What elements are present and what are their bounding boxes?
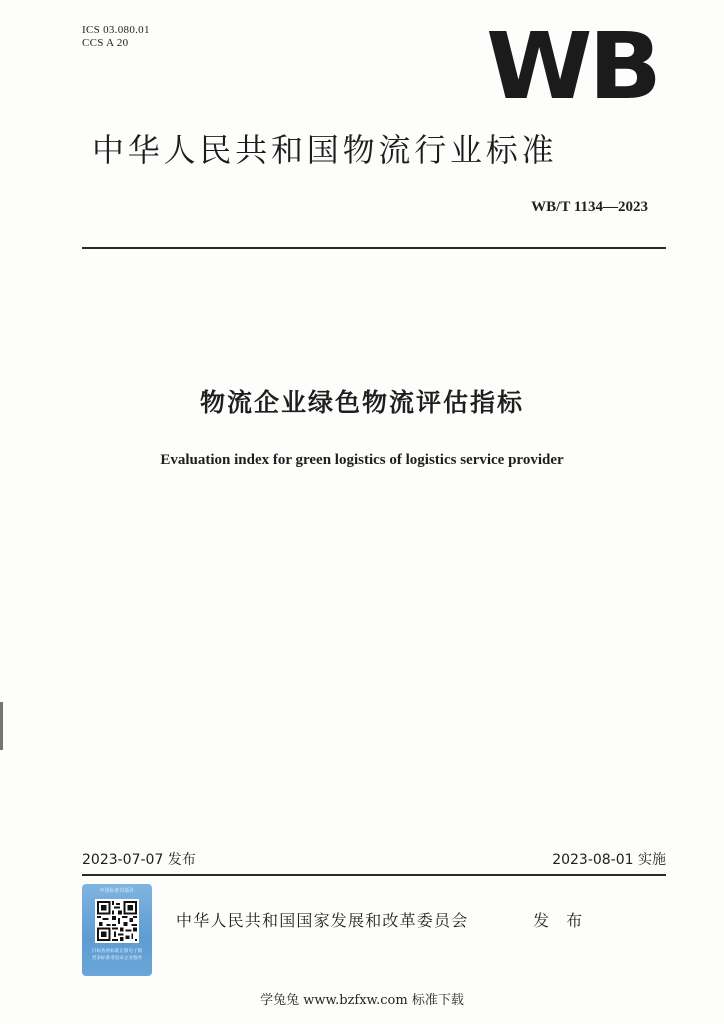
wb-logo: WB bbox=[486, 13, 658, 120]
footer-divider bbox=[82, 874, 666, 876]
qr-card-footer-line: 更多标准请登录企业服务 bbox=[91, 956, 143, 961]
standard-number: WB/T 1134—2023 bbox=[531, 199, 648, 215]
industry-standard-title: 中华人民共和国物流行业标准 bbox=[92, 131, 558, 169]
qr-card-footer bbox=[85, 948, 149, 962]
ics-code: ICS 03.080.01 bbox=[82, 24, 150, 36]
publish-label: 发 布 bbox=[533, 911, 589, 930]
publisher-name: 中华人民共和国国家发展和改革委员会 bbox=[176, 911, 469, 930]
document-title-en: Evaluation index for green logistics of logistics service provider bbox=[160, 452, 564, 468]
issue-date: 2023-07-07 发布 bbox=[82, 852, 196, 868]
qr-code-icon bbox=[95, 899, 139, 943]
header-divider bbox=[82, 247, 666, 249]
scan-edge-mark bbox=[0, 702, 3, 750]
classification-codes bbox=[82, 24, 150, 50]
qr-card-header: 中国标准出版社 bbox=[99, 888, 135, 894]
document-title-cn: 物流企业绿色物流评估指标 bbox=[199, 388, 524, 417]
qr-code-card[interactable] bbox=[82, 884, 152, 976]
ccs-code: CCS A 20 bbox=[82, 37, 129, 49]
qr-card-footer-line: 扫码查看标准正版电子版 bbox=[91, 949, 143, 954]
download-watermark: 学兔兔 www.bzfxw.com 标准下载 bbox=[260, 993, 464, 1008]
implementation-date: 2023-08-01 实施 bbox=[552, 852, 666, 868]
